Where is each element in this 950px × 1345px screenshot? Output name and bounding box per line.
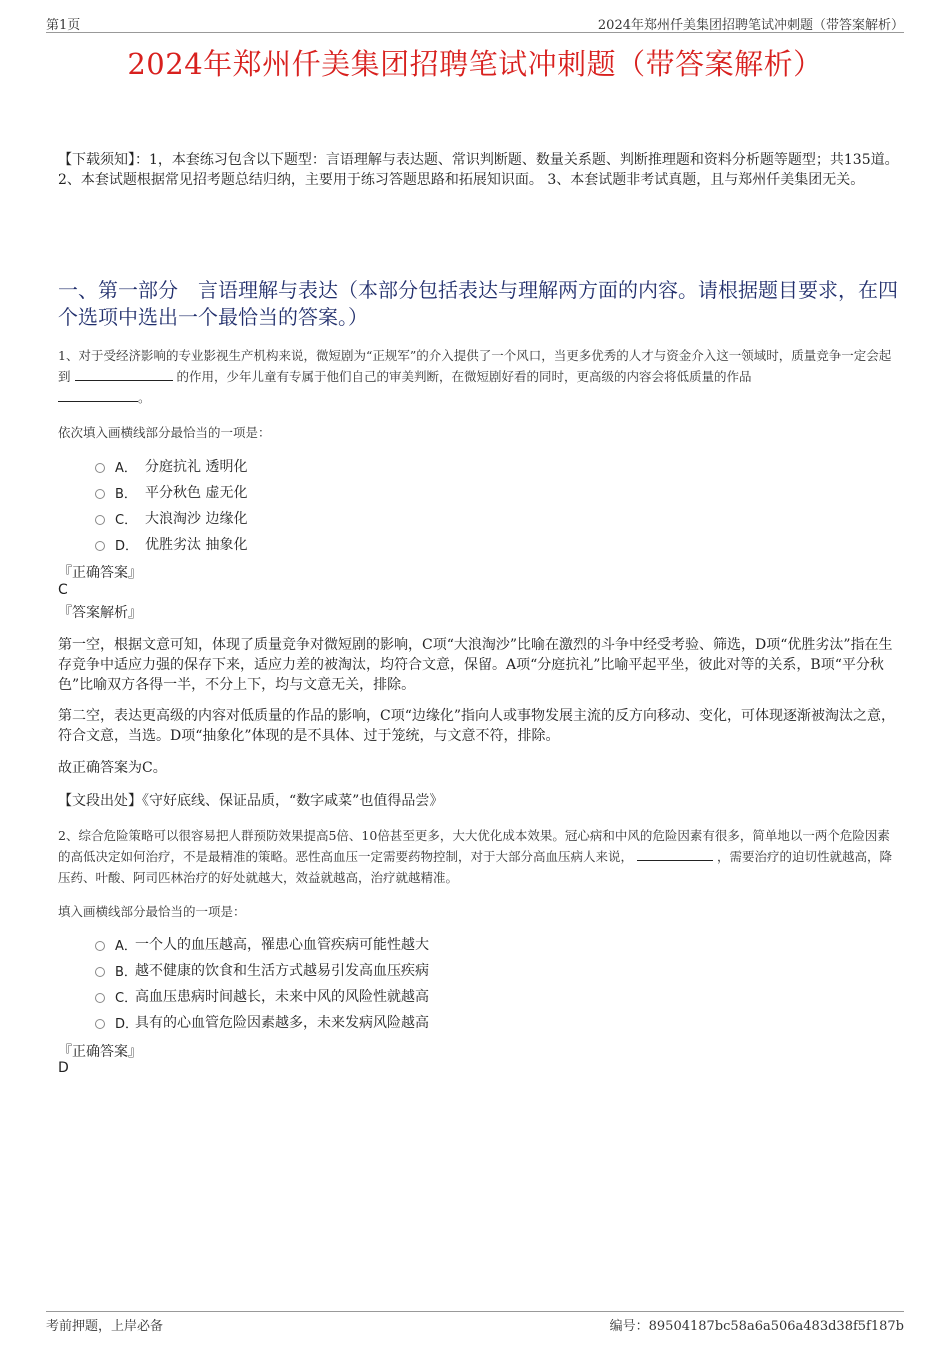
q2-text-part-b: ，需要治疗的迫切性就越高，降压药、叶酸、阿司匹林治疗的好处就越大，效益就越高，治疗就越精准。 xyxy=(58,849,892,885)
header-doc-title: 2024年郑州仟美集团招聘笔试冲刺题（带答案解析） xyxy=(597,18,904,33)
option-letter: B． xyxy=(115,964,137,980)
q1-options xyxy=(95,453,247,557)
q1-analysis-paragraph-1: 第一空，根据文意可知，体现了质量竞争对微短剧的影响，C项“大浪淘沙”比喻在激烈的斗争中经受考验、筛选，D项“优胜劣汰”指在生存竞争中适应力强的保存下来，适应力差的被淘汰，均符合文意，保留。A项“分庭抗礼”比喻平起平坐，彼此对等的关系，B项“平分秋色”比喻双方各得一半，不分上下，均与文意无关，排除。 xyxy=(58,637,893,693)
q2-option-d[interactable] xyxy=(95,1009,429,1035)
q1-option-c[interactable] xyxy=(95,505,247,531)
question-1-text xyxy=(58,345,900,408)
q1-text-part-b: 的作用，少年儿童有专属于他们自己的审美判断，在微短剧好看的同时，更高级的内容会将低质量的作品 xyxy=(176,369,752,384)
footer-slogan: 考前押题，上岸必备 xyxy=(46,1319,164,1334)
option-letter: A． xyxy=(115,938,137,954)
option-text: 大浪淘沙 边缘化 xyxy=(145,511,248,527)
option-letter: A． xyxy=(115,460,137,476)
radio-icon[interactable] xyxy=(95,941,105,951)
option-letter: D． xyxy=(115,1016,139,1032)
radio-icon[interactable] xyxy=(95,463,105,473)
q1-source: 【文段出处】《守好底线、保证品质，“数字咸菜”也值得品尝》 xyxy=(58,793,444,809)
q1-answer-label: 『正确答案』 xyxy=(58,565,142,581)
document-title: 2024年郑州仟美集团招聘笔试冲刺题（带答案解析） xyxy=(127,47,823,81)
q1-blank-1 xyxy=(75,366,173,381)
q1-option-d[interactable] xyxy=(95,531,247,557)
q2-hint: 填入画横线部分最恰当的一项是： xyxy=(58,904,246,919)
footer-serial: 编号：89504187bc58a6a506a483d38f5f187b xyxy=(609,1319,904,1334)
q2-answer: D xyxy=(58,1060,69,1076)
page-footer xyxy=(46,1311,904,1334)
page-header xyxy=(46,12,904,33)
radio-icon[interactable] xyxy=(95,967,105,977)
option-letter: B． xyxy=(115,486,137,502)
option-letter: D． xyxy=(115,538,139,554)
option-letter: C． xyxy=(115,512,138,528)
q2-blank xyxy=(637,846,713,861)
download-notice: 【下载须知】：1，本套练习包含以下题型：言语理解与表达题、常识判断题、数量关系题、判断推理题和资料分析题等题型；共135道。 2、本套试题根据常见招考题总结归纳，主要用于练习答题思路和拓展知识面。 3、本套试题非考试真题，且与郑州仟美集团无关。 xyxy=(58,152,899,188)
page-number: 第1页 xyxy=(46,18,81,33)
question-2-text xyxy=(58,825,900,888)
option-text: 平分秋色 虚无化 xyxy=(145,485,248,501)
q2-option-a[interactable] xyxy=(95,931,429,957)
q2-option-c[interactable] xyxy=(95,983,429,1009)
q2-option-b[interactable] xyxy=(95,957,429,983)
q1-analysis-paragraph-2: 第二空，表达更高级的内容对低质量的作品的影响，C项“边缘化”指向人或事物发展主流的反方向移动、变化，可体现逐渐被淘汰之意，符合文意，当选。D项“抽象化”体现的是不具体、过于笼统，与文意不符，排除。 xyxy=(58,708,896,744)
q2-answer-label: 『正确答案』 xyxy=(58,1044,142,1060)
option-text: 越不健康的饮食和生活方式越易引发高血压疾病 xyxy=(135,963,429,979)
option-text: 优胜劣汰 抽象化 xyxy=(145,537,248,553)
option-text: 具有的心血管危险因素越多，未来发病风险越高 xyxy=(135,1015,429,1031)
q2-options xyxy=(95,931,429,1035)
q1-analysis-label: 『答案解析』 xyxy=(58,605,142,621)
q1-text-part-a: 1、对于受经济影响的专业影视生产机构来说，微短剧为“正规军”的介入提供了一个风口，当更多优秀的人才与资金介入这一领域时，质量竞争一定会起到 xyxy=(58,348,892,384)
radio-icon[interactable] xyxy=(95,993,105,1003)
radio-icon[interactable] xyxy=(95,489,105,499)
option-text: 分庭抗礼 透明化 xyxy=(145,459,248,475)
q1-analysis-conclusion: 故正确答案为C。 xyxy=(58,760,167,776)
q1-answer: C xyxy=(58,582,68,598)
q1-text-part-c: 。 xyxy=(138,390,151,405)
q1-blank-2 xyxy=(58,387,138,402)
radio-icon[interactable] xyxy=(95,541,105,551)
q1-option-a[interactable] xyxy=(95,453,247,479)
q1-option-b[interactable] xyxy=(95,479,247,505)
option-text: 一个人的血压越高，罹患心血管疾病可能性越大 xyxy=(135,937,429,953)
radio-icon[interactable] xyxy=(95,515,105,525)
q2-text-part-a: 2、综合危险策略可以很容易把人群预防效果提高5倍、10倍甚至更多，大大优化成本效果。冠心病和中风的危险因素有很多，简单地以一两个危险因素的高低决定如何治疗，不是最精准的策略。恶性高血压一定需要药物控制，对于大部分高血压病人来说， xyxy=(58,828,890,864)
radio-icon[interactable] xyxy=(95,1019,105,1029)
option-letter: C． xyxy=(115,990,138,1006)
section-title: 一、第一部分 言语理解与表达（本部分包括表达与理解两方面的内容。请根据题目要求，在四个选项中选出一个最恰当的答案。） xyxy=(58,278,898,329)
option-text: 高血压患病时间越长，未来中风的风险性就越高 xyxy=(135,989,429,1005)
q1-hint: 依次填入画横线部分最恰当的一项是： xyxy=(58,425,271,440)
